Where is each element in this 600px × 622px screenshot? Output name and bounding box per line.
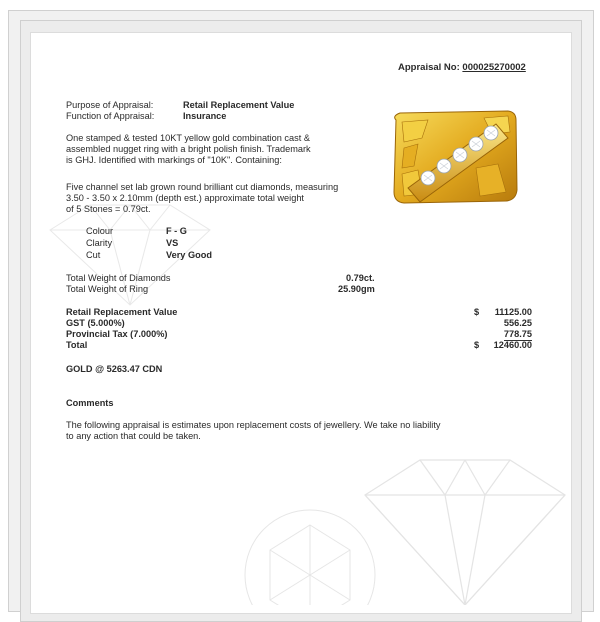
retail-value-label: Retail Replacement Value (66, 307, 178, 317)
stones-line-3: of 5 Stones = 0.79ct. (66, 204, 151, 214)
appraisal-number-value: 000025270002 (462, 62, 526, 73)
description-line-1: One stamped & tested 10KT yellow gold combination cast & (66, 133, 310, 143)
grade-clarity-label: Clarity (86, 238, 113, 248)
grade-colour-label: Colour (86, 226, 114, 236)
retail-value-amount: 11125.00 (494, 307, 532, 317)
grade-colour-value: F - G (166, 226, 187, 236)
total-amount: 12460.00 (493, 340, 532, 350)
comments-line-1: The following appraisal is estimates upon replacement costs of jewellery. We take no liability (66, 420, 441, 430)
stones-line-1: Five channel set lab grown round brilliant cut diamonds, measuring (66, 182, 339, 192)
grade-cut-value: Very Good (166, 250, 212, 260)
comments-line-2: to any action that could be taken. (66, 431, 201, 441)
diamond-weight-value: 0.79ct. (346, 273, 375, 283)
purpose-value: Retail Replacement Value (183, 100, 295, 110)
description-line-3: is GHJ. Identified with markings of "10K". Containing: (66, 155, 282, 165)
provincial-tax-label: Provincial Tax (7.000%) (66, 329, 168, 339)
gst-amount: 556.25 (503, 318, 532, 328)
retail-value-currency: $ (474, 307, 480, 317)
purpose-label: Purpose of Appraisal: (66, 100, 154, 110)
gst-label: GST (5.000%) (66, 318, 125, 328)
ring-weight-label: Total Weight of Ring (66, 284, 149, 294)
grade-cut-label: Cut (86, 250, 101, 260)
grade-clarity-value: VS (166, 238, 179, 248)
provincial-tax-amount: 778.75 (503, 329, 532, 339)
function-label: Function of Appraisal: (66, 111, 155, 121)
total-currency: $ (474, 340, 480, 350)
ring-weight-value: 25.90gm (338, 284, 375, 294)
gold-nugget-ring-image (388, 108, 520, 206)
total-label: Total (66, 340, 88, 350)
diamond-watermark-bottom (235, 505, 385, 605)
comments-heading: Comments (66, 398, 114, 408)
stones-line-2: 3.50 - 3.50 x 2.10mm (depth est.) approximate total weight (66, 193, 304, 203)
function-value: Insurance (183, 111, 227, 121)
gold-price: GOLD @ 5263.47 CDN (66, 364, 163, 374)
appraisal-number: Appraisal No: 000025270002 (398, 62, 526, 73)
diamond-weight-label: Total Weight of Diamonds (66, 273, 171, 283)
description-line-2: assembled nugget ring with a bright polish finish. Trademark (66, 144, 311, 154)
